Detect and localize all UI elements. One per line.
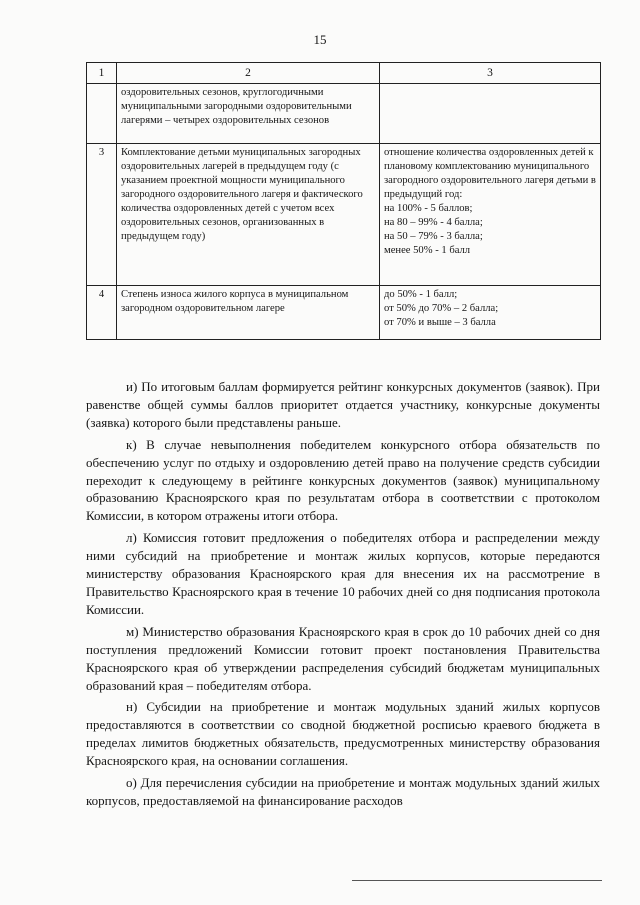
column-header: 2 (117, 63, 380, 84)
score-line: от 70% и выше – 3 балла (384, 317, 496, 328)
criterion-cell: Комплектование детьми муниципальных загородных оздоровительных лагерей в предыдущем году (с указанием проектной мощности муниципального загородного оздоровительного лагеря и фактического количества оздоровленных детей с учетом всех оздоровительных сезонов, организованных в предыдущем году) (117, 144, 380, 286)
score-line: на 50 – 79% - 3 балла; (384, 231, 483, 242)
paragraph-n: н) Субсидии на приобретение и монтаж модульных зданий жилых корпусов предоставляются в соответствии со сводной бюджетной росписью краевого бюджета в пределах лимитов бюджетных обязательств, предусмотренных министерству образования Красноярского края, на основании соглашения. (86, 699, 600, 769)
table-header-row (87, 63, 601, 84)
criterion-cell: оздоровительных сезонов, круглогодичными муниципальными загородными оздоровительными лагерями – четырех оздоровительных сезонов (117, 84, 380, 144)
column-header: 1 (87, 63, 117, 84)
table-row (87, 84, 601, 144)
score-line: менее 50% - 1 балл (384, 245, 471, 256)
row-number: 3 (87, 144, 117, 286)
criterion-cell: Степень износа жилого корпуса в муниципальном загородном оздоровительном лагере (117, 286, 380, 340)
score-cell (380, 144, 601, 286)
paragraph-k: к) В случае невыполнения победителем конкурсного отбора обязательств по обеспечению услуг по отдыху и оздоровлению детей право на получение средств субсидии переходит к следующему в рейтинге конкурсных документов (заявок) муниципальному образованию Красноярского края по результатам отбора в соответствии с протоколом Комиссии, в котором отражены итоги отбора. (86, 436, 600, 524)
score-line: отношение количества оздоровленных детей к плановому комплектованию муниципального загородного оздоровительного лагеря детьми в предыдущий год: (384, 147, 596, 200)
score-line: на 100% - 5 баллов; (384, 203, 473, 214)
score-cell (380, 84, 601, 144)
paragraph-o: о) Для перечисления субсидии на приобретение и монтаж модульных зданий жилых корпусов, предоставляемой на финансирование расходов (86, 775, 600, 808)
body-text (86, 378, 600, 810)
criteria-table (86, 62, 601, 340)
page-number: 15 (313, 32, 327, 47)
score-line: на 80 – 99% - 4 балла; (384, 217, 483, 228)
table-row (87, 144, 601, 286)
paragraph-i: и) По итоговым баллам формируется рейтинг конкурсных документов (заявок). При равенстве общей суммы баллов приоритет отдается участнику, конкурсные документы (заявка) которого были представлены раньше. (86, 379, 600, 430)
paragraph-m: м) Министерство образования Красноярского края в срок до 10 рабочих дней со дня поступления предложений Комиссии готовит проект постановления Правительства Красноярского края об утверждении распределения субсидий бюджетам муниципальных образований края – победителям отбора. (86, 623, 600, 693)
column-header: 3 (380, 63, 601, 84)
row-number (87, 84, 117, 144)
score-line: от 50% до 70% – 2 балла; (384, 303, 499, 314)
score-line: до 50% - 1 балл; (384, 289, 458, 300)
score-cell (380, 286, 601, 340)
table-row (87, 286, 601, 340)
paragraph-l: л) Комиссия готовит предложения о победителях отбора и распределении между ними субсидий на приобретение и монтаж жилых корпусов, которые передаются министерству образования Красноярского края для внесения их на рассмотрение в Правительство Красноярского края в течение 10 рабочих дней со дня подписания протокола Комиссии. (86, 530, 600, 617)
footer-rule (352, 880, 602, 881)
row-number: 4 (87, 286, 117, 340)
